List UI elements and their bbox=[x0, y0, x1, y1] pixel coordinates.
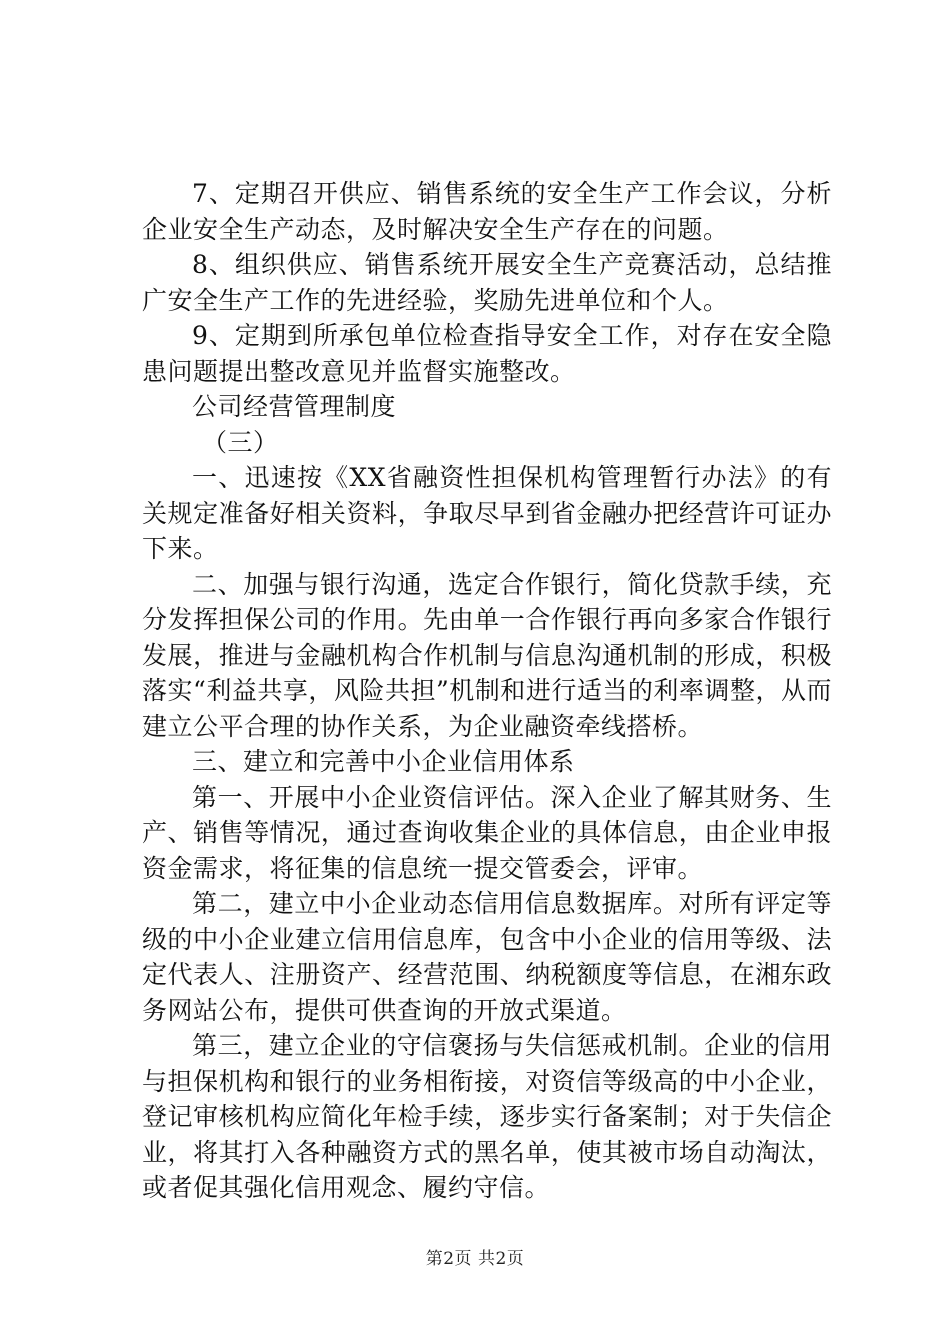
paragraph-point-2: 二、加强与银行沟通，选定合作银行，简化贷款手续，充分发挥担保公司的作用。先由单一合作银行再向多家合作银行发展，推进与金融机构合作机制与信息沟通机制的形成，积极落实“利益共享，风险共担”机制和进行适当的利率调整，从而建立公平合理的协作关系，为企业融资牵线搭桥。 bbox=[142, 569, 832, 741]
paragraph-point-1: 一、迅速按《XX省融资性担保机构管理暂行办法》的有关规定准备好相关资料，争取尽早到省金融办把经营许可证办下来。 bbox=[142, 463, 832, 563]
paragraph-first: 第一、开展中小企业资信评估。深入企业了解其财务、生产、销售等情况，通过查询收集企业的具体信息，由企业申报资金需求，将征集的信息统一提交管委会，评审。 bbox=[142, 782, 832, 883]
section-title: 公司经营管理制度 bbox=[192, 392, 397, 421]
paragraph-second: 第二，建立中小企业动态信用信息数据库。对所有评定等级的中小企业建立信用信息库，包含中小企业的信用等级、法定代表人、注册资产、经营范围、纳税额度等信息，在湘东政务网站公布，提供可供查询的开放式渠道。 bbox=[142, 889, 832, 1025]
paragraph-point-3-heading: 三、建立和完善中小企业信用体系 bbox=[192, 747, 575, 776]
section-number: （三） bbox=[202, 427, 279, 457]
paragraph-item-7: 7、定期召开供应、销售系统的安全生产工作会议，分析企业安全生产动态，及时解决安全生产存在的问题。 bbox=[142, 179, 832, 244]
paragraph-item-8: 8、组织供应、销售系统开展安全生产竞赛活动，总结推广安全生产工作的先进经验，奖励先进单位和个人。 bbox=[142, 250, 832, 315]
paragraph-item-9: 9、定期到所承包单位检查指导安全工作，对存在安全隐患问题提出整改意见并监督实施整改。 bbox=[142, 321, 832, 386]
document-body bbox=[142, 176, 832, 1206]
page-number-label: 第2页 共2页 bbox=[425, 1249, 525, 1269]
page-footer bbox=[0, 1244, 950, 1269]
paragraph-third: 第三，建立企业的守信褒扬与失信惩戒机制。企业的信用与担保机构和银行的业务相衔接，对资信等级高的中小企业，登记审核机构应简化年检手续，逐步实行备案制；对于失信企业，将其打入各种融资方式的黑名单，使其被市场自动淘汰，或者促其强化信用观念、履约守信。 bbox=[142, 1031, 832, 1202]
